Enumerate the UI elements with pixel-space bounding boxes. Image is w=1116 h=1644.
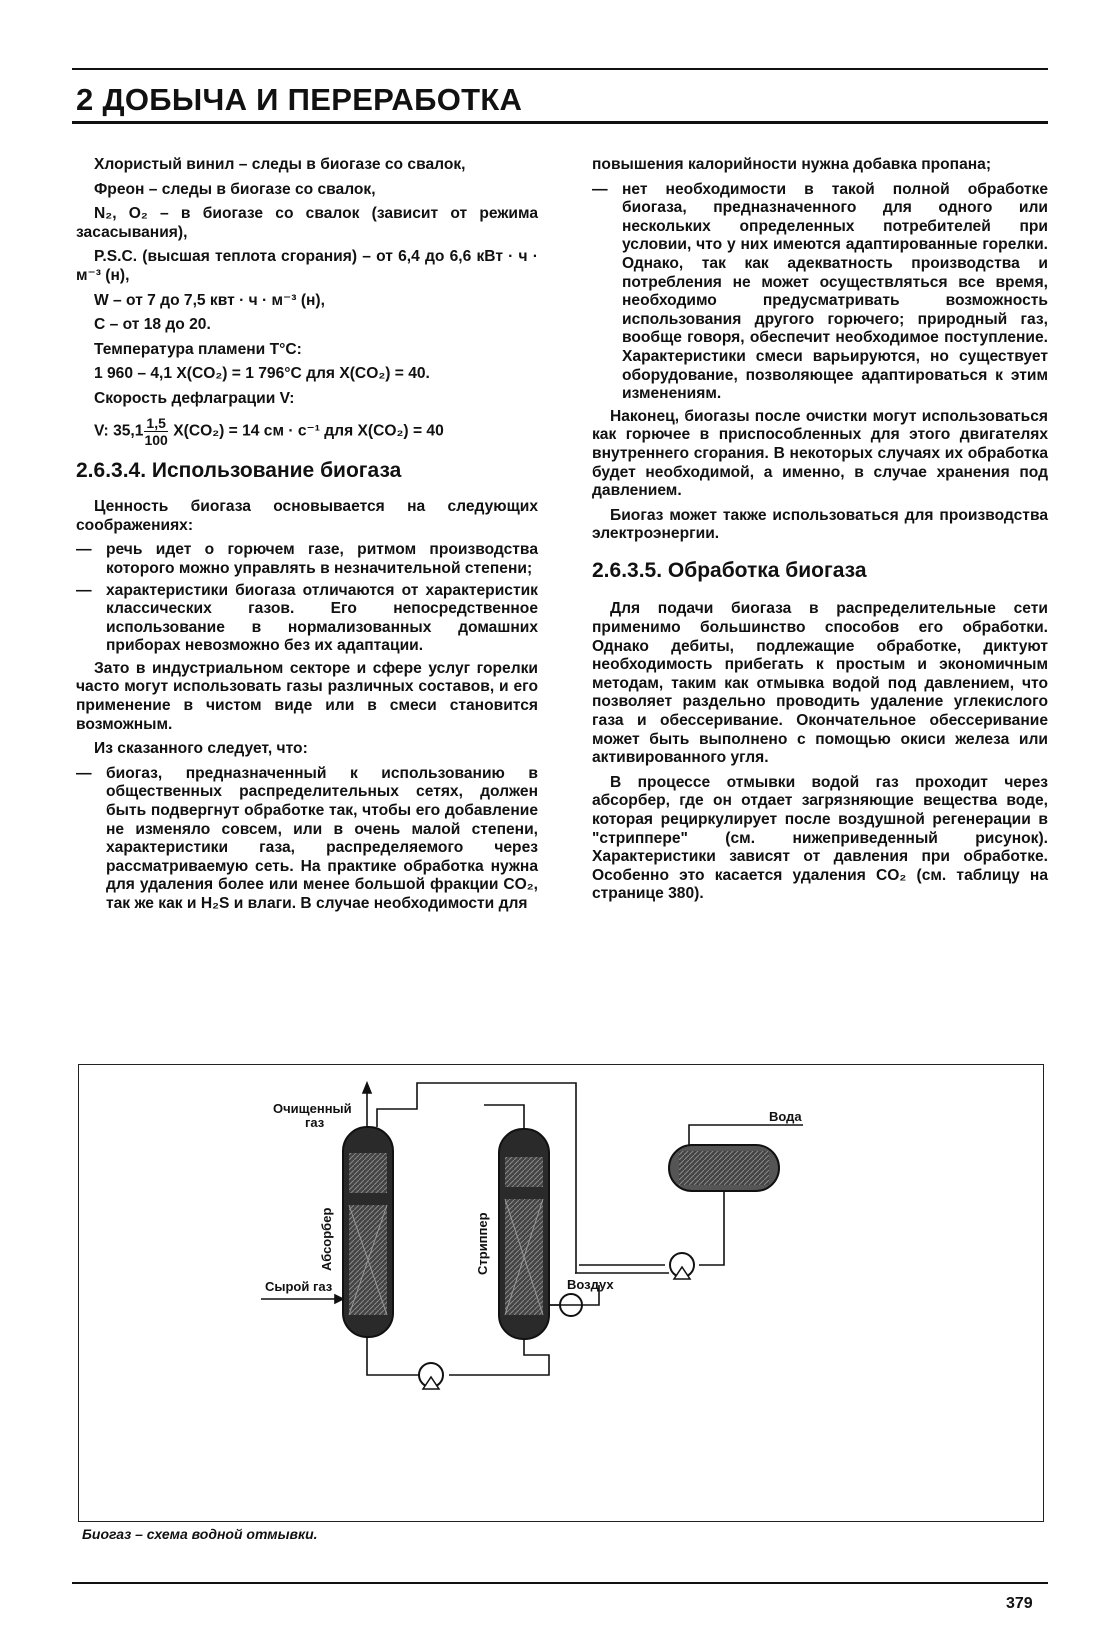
text-line: Температура пламени Т°С: bbox=[94, 340, 302, 358]
label-water: Вода bbox=[769, 1109, 802, 1124]
paragraph: Из сказанного следует, что: bbox=[94, 740, 308, 758]
stripper-column bbox=[499, 1129, 549, 1339]
paragraph: Наконец, биогазы после очистки могут использоваться как горючее в приспособленных для этого двигателях внутреннего сгорания. В некоторых случаях их обработка будет необходимой, а именно, в случае хранения под давлением. bbox=[592, 407, 1048, 500]
figure-caption: Биогаз – схема водной отмывки. bbox=[82, 1526, 318, 1542]
water-tank bbox=[669, 1145, 779, 1191]
left-column bbox=[76, 156, 538, 918]
paragraph: Ценность биогаза основывается на следующих соображениях: bbox=[76, 498, 538, 534]
list-item: — нет необходимости в такой полной обработке биогаза, предназначенного для одного или нескольких определенных потребителей при условии, что у них имеются адаптированные горелки. Однако, так как адекватность производства и потребления не может осуществляться все время, необходимо предусматривать возможность использования другого горючего; природный газ, вообще говоря, обеспечит необходимое поступление. Характеристики смеси варьируются, но существует оборудование, позволяющее адаптироваться к этим изменениям. bbox=[592, 181, 1048, 404]
label-raw-gas: Сырой газ bbox=[265, 1279, 333, 1294]
text-line: W – от 7 до 7,5 квт · ч · м⁻³ (н), bbox=[94, 291, 325, 309]
text-line: Фреон – следы в биогазе со свалок, bbox=[94, 180, 376, 198]
label-stripper: Стриппер bbox=[475, 1212, 490, 1275]
chapter-title: 2 ДОБЫЧА И ПЕРЕРАБОТКА bbox=[76, 82, 523, 117]
formula-numerator: 1,5 bbox=[146, 414, 166, 431]
section-title-biogas-treatment: 2.6.3.5. Обработка биогаза bbox=[592, 558, 867, 582]
list-item: — характеристики биогаза отличаются от характеристик классических газов. Его непосредственное использование в нормализованных домашних приборах невозможно без их адаптации. bbox=[76, 582, 538, 656]
air-blower bbox=[560, 1294, 582, 1316]
label-clean-gas: Очищенный bbox=[273, 1101, 352, 1116]
formula-prefix: V: 35,1 bbox=[94, 422, 144, 440]
formula-fraction bbox=[144, 415, 167, 448]
deflagration-formula bbox=[94, 415, 538, 448]
top-rule bbox=[72, 68, 1048, 70]
text-line: С – от 18 до 20. bbox=[94, 316, 211, 334]
pump-bottom bbox=[419, 1363, 443, 1389]
label-absorber: Абсорбер bbox=[319, 1207, 334, 1271]
paragraph: В процессе отмывки водой газ проходит через абсорбер, где он отдает загрязняющие вещества воде, которая рециркулирует после воздушной регенерации в "стриппере" (см. нижеприведенный рисунок). Характеристики зависят от давления при обработке. Особенно это касается удаления CO₂ (см. таблицу на странице 380). bbox=[592, 773, 1048, 903]
paragraph: Зато в индустриальном секторе и сфере услуг горелки часто могут использовать газы различных составов, и его применение в чистом виде или в смеси становится возможным. bbox=[76, 659, 538, 733]
text-line: N₂, O₂ – в биогазе со свалок (зависит от режима засасывания), bbox=[76, 205, 538, 241]
paragraph: повышения калорийности нужна добавка пропана; bbox=[592, 156, 992, 173]
formula-suffix: X(CO₂) = 14 см · с⁻¹ для X(CO₂) = 40 bbox=[173, 422, 444, 440]
list-item: — речь идет о горючем газе, ритмом производства которого можно управлять в незначительной степени; bbox=[76, 541, 538, 578]
bullet-list bbox=[592, 181, 1048, 404]
header-rule bbox=[72, 121, 1048, 124]
bullet-list bbox=[76, 541, 538, 656]
text-line: P.S.C. (высшая теплота сгорания) – от 6,4 до 6,6 кВт · ч · м⁻³ (н), bbox=[76, 248, 538, 284]
text-line: Хлористый винил – следы в биогазе со свалок, bbox=[94, 156, 466, 173]
diagram-svg bbox=[79, 1065, 1043, 1521]
paragraph: Биогаз может также использоваться для производства электроэнергии. bbox=[592, 506, 1048, 543]
pump-right bbox=[670, 1253, 694, 1279]
process-diagram bbox=[78, 1064, 1044, 1522]
absorber-column bbox=[343, 1127, 393, 1337]
text-line: 1 960 – 4,1 X(CO₂) = 1 796°C для X(CO₂) = 40. bbox=[94, 365, 430, 383]
label-clean-gas-2: газ bbox=[305, 1115, 325, 1130]
bullet-list bbox=[76, 765, 538, 914]
formula-denominator: 100 bbox=[144, 431, 168, 448]
label-air: Воздух bbox=[567, 1277, 614, 1292]
footer-rule bbox=[72, 1582, 1048, 1584]
page-number: 379 bbox=[1006, 1595, 1033, 1612]
text-line: Скорость дефлаграции V: bbox=[94, 389, 295, 407]
section-title-biogas-use: 2.6.3.4. Использование биогаза bbox=[76, 458, 402, 482]
list-item: — биогаз, предназначенный к использованию в общественных распределительных сетях, должен быть подвергнут обработке так, чтобы его добавление не изменяло совсем, или в очень малой степени, характеристики газа, распределяемого через рассматриваемую сеть. На практике обработка нужна для удаления более или менее большой фракции CO₂, так же как и H₂S и влаги. В случае необходимости для bbox=[76, 765, 538, 914]
paragraph: Для подачи биогаза в распределительные сети применимо большинство способов его обработки. Однако дебиты, подлежащие обработке, диктуют необходимость прибегать к простым и экономичным методам, таким как отмывка водой под давлением, что позволяет раздельно проводить удаление углекислого газа и обессеривание. Окончательное обессеривание может быть выполнено с помощью окиси железа или активированного угля. bbox=[592, 600, 1048, 767]
right-column bbox=[592, 156, 1048, 910]
